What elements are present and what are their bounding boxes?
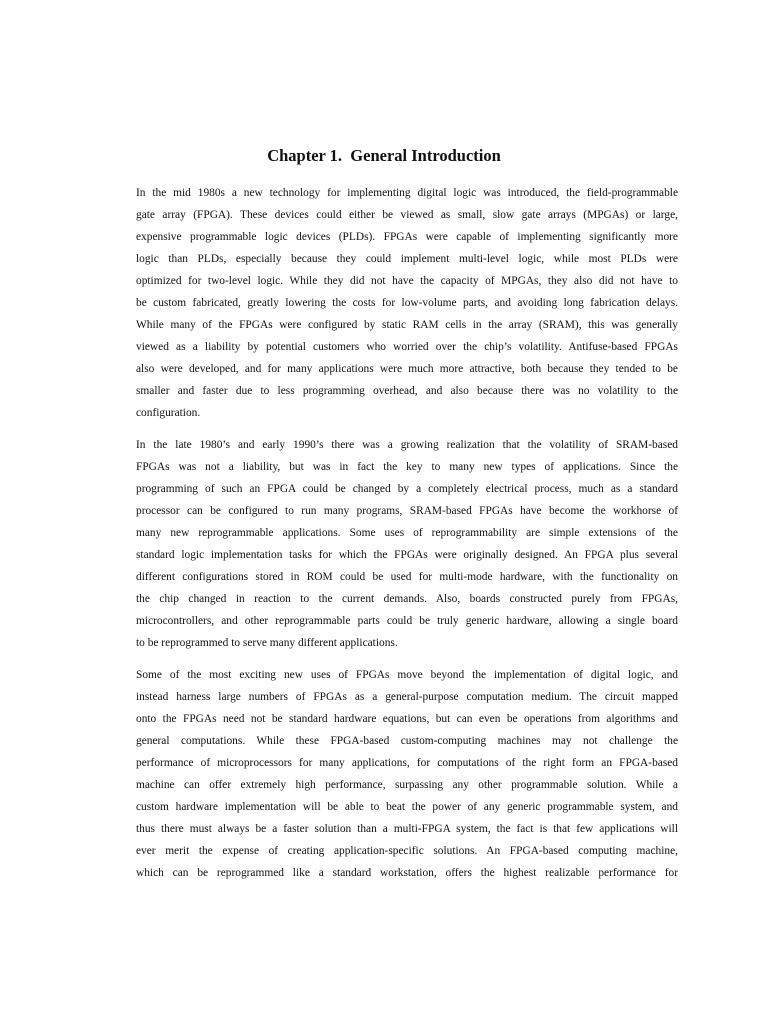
text-line: logic than PLDs, especially because they could implement multi-level logic, while most PLDs were — [136, 253, 678, 265]
text-line: While many of the FPGAs were configured by static RAM cells in the array (SRAM), this was generally — [136, 319, 678, 331]
text-line: In the mid 1980s a new technology for implementing digital logic was introduced, the field-programmable — [136, 187, 678, 199]
text-line: different configurations stored in ROM could be used for multi-mode hardware, with the functionality on — [136, 571, 678, 583]
text-line: microcontrollers, and other reprogrammable parts could be truly generic hardware, allowing a single board — [136, 615, 678, 627]
text-line: many new reprogrammable applications. Some uses of reprogrammability are simple extensions of the — [136, 527, 678, 539]
chapter-title: Chapter 1. General Introduction — [267, 146, 501, 165]
text-line: also were developed, and for many applications were much more attractive, both because they tended to be — [136, 363, 678, 375]
text-line: be custom fabricated, greatly lowering the costs for low-volume parts, and avoiding long fabrication delays. — [136, 297, 678, 309]
text-line: performance of microprocessors for many applications, for computations of the right form an FPGA-based — [136, 757, 678, 769]
text-line: custom hardware implementation will be able to beat the power of any generic programmable system, and — [136, 801, 678, 813]
text-line: standard logic implementation tasks for which the FPGAs were originally designed. An FPGA plus several — [136, 549, 678, 561]
text-line: In the late 1980’s and early 1990’s there was a growing realization that the volatility of SRAM-based — [136, 439, 678, 451]
text-line: optimized for two-level logic. While they did not have the capacity of MPGAs, they also did not have to — [136, 275, 678, 287]
text-line: Some of the most exciting new uses of FPGAs move beyond the implementation of digital logic, and — [136, 669, 678, 681]
text-line: programming of such an FPGA could be changed by a completely electrical process, much as a standard — [136, 483, 678, 495]
text-line: to be reprogrammed to serve many different applications. — [136, 637, 398, 649]
text-line: processor can be configured to run many programs, SRAM-based FPGAs have become the workhorse of — [136, 505, 678, 517]
text-line: general computations. While these FPGA-based custom-computing machines may not challenge the — [136, 735, 678, 747]
text-line: viewed as a liability by potential customers who worried over the chip’s volatility. Antifuse-based FPGAs — [136, 341, 678, 353]
text-line: onto the FPGAs need not be standard hardware equations, but can even be operations from algorithms and — [136, 713, 678, 725]
text-line: expensive programmable logic devices (PLDs). FPGAs were capable of implementing significantly more — [136, 231, 678, 243]
text-line: configuration. — [136, 407, 201, 419]
text-line: gate array (FPGA). These devices could either be viewed as small, slow gate arrays (MPGAs) or large, — [136, 209, 678, 221]
text-line: machine can offer extremely high performance, surpassing any other programmable solution. While a — [136, 779, 678, 791]
paragraph — [136, 664, 678, 884]
text-line: the chip changed in reaction to the current demands. Also, boards constructed purely from FPGAs, — [136, 593, 678, 605]
paragraph — [136, 434, 678, 654]
text-line: FPGAs was not a liability, but was in fact the key to many new types of applications. Since the — [136, 461, 678, 473]
text-line: smaller and faster due to less programming overhead, and also because there was no volatility to the — [136, 385, 678, 397]
text-line: ever merit the expense of creating application-specific solutions. An FPGA-based computing machine, — [136, 845, 678, 857]
body-text — [136, 182, 678, 894]
text-line: instead harness large numbers of FPGAs as a general-purpose computation medium. The circuit mapped — [136, 691, 678, 703]
text-line: which can be reprogrammed like a standard workstation, offers the highest realizable performance for — [136, 867, 678, 879]
paragraph — [136, 182, 678, 424]
text-line: thus there must always be a faster solution than a multi-FPGA system, the fact is that few applications will — [136, 823, 678, 835]
